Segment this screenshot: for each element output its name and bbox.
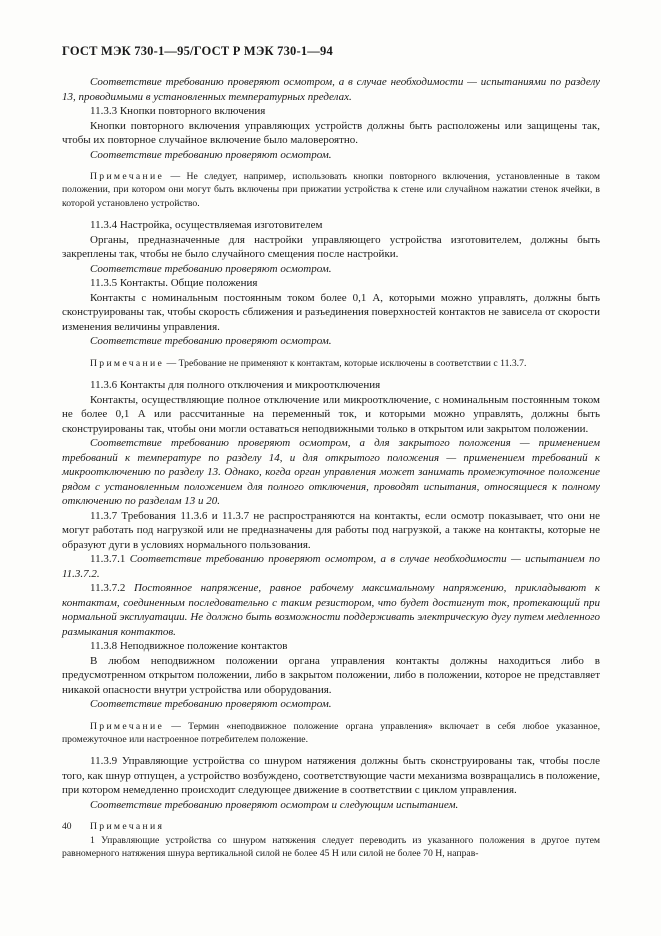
- section-heading: 11.3.6 Контакты для полного отключения и микроотключения: [90, 379, 381, 392]
- clause-number: 11.3.7.2: [90, 582, 134, 595]
- paragraph: Контакты с номинальным постоянным током более 0,1 А, которыми можно управлять, должны быть сконструированы так, чтобы скорость сближения и разъединения поверхностей контактов не зависела от скорости изменения величины управления.: [62, 291, 600, 333]
- note-label: Примечание: [90, 720, 165, 732]
- paragraph: [62, 581, 600, 639]
- note-text: — Термин «неподвижное положение органа управления» включает в себя любое указанное, промежуточное или настроенное потребителем положение.: [62, 720, 600, 746]
- note: 1 Управляющие устройства со шнуром натяжения следует переводить из указанного положения в другое путем равномерного натяжения шнура вертикальной силой не более 45 Н или силой не более 70 Н, направ-: [62, 834, 600, 860]
- section-heading: 11.3.5 Контакты. Общие положения: [90, 277, 258, 290]
- paragraph: Соответствие требованию проверяют осмотром.: [90, 335, 332, 348]
- paragraph: Соответствие требованию проверяют осмотром и следующим испытанием.: [90, 798, 459, 811]
- paragraph: В любом неподвижном положении органа управления контакты должны находиться либо в предусмотренном открытом положении, либо в закрытом положении, либо в положении, которое не представляет никакой опасности внутри устройства или оборудования.: [62, 654, 600, 696]
- paragraph: Соответствие требованию проверяют осмотром, а для закрытого положения — применением требований к температуре по разделу 14, и для открытого положения — применением требований к микроотключению по разделу 13. Однако, когда орган управления может занимать промежуточное положение рядом с установленным положением для полного отключения, проводят испытания, относящиеся к полному отключению по разделам 13 и 20.: [62, 437, 600, 508]
- document-page: [62, 44, 600, 861]
- paragraph: Кнопки повторного включения управляющих устройств должны быть расположены или защищены так, чтобы их повторное случайное включение было маловероятно.: [62, 119, 600, 146]
- paragraph: Соответствие требованию проверяют осмотром.: [90, 698, 332, 711]
- note: [62, 720, 600, 747]
- paragraph: Органы, предназначенные для настройки управляющего устройства изготовителем, должны быть закреплены так, чтобы не было случайного смещения после настройки.: [62, 233, 600, 261]
- note-label: Примечание: [90, 171, 165, 182]
- section-heading: 11.3.3 Кнопки повторного включения: [90, 105, 266, 117]
- clause-number: 11.3.7.1: [90, 553, 130, 566]
- paragraph: 11.3.7 Требования 11.3.6 и 11.3.7 не распространяются на контакты, если осмотр показывает, что они не могут работать под нагрузкой или не предназначены для работы под нагрузкой, а также на контакты, которые не образуют дуги в условиях нормального пользования.: [62, 509, 600, 551]
- note-text: — Требование не применяют к контактам, которые исключены в соответствии с 11.3.7.: [164, 357, 527, 369]
- note: [62, 170, 600, 210]
- paragraph: Соответствие требованию проверяют осмотром, а в случае необходимости — испытаниями по разделу 13, проводимыми в установленных температурных пределах.: [62, 76, 600, 103]
- notes-heading: Примечания: [90, 821, 165, 833]
- section-heading: 11.3.8 Неподвижное положение контактов: [90, 640, 288, 653]
- paragraph: 11.3.9 Управляющие устройства со шнуром натяжения должны быть сконструированы так, чтобы после того, как шнур отпущен, а устройство возбуждено, соответствующие части механизма возвращались в положение, при котором немедленно происходит следующее движение в соответствии с циклом управления.: [62, 755, 600, 797]
- document-header: ГОСТ МЭК 730-1—95/ГОСТ Р МЭК 730-1—94: [62, 44, 333, 58]
- note-text: — Не следует, например, использовать кнопки повторного включения, установленные в таком положении, при котором они могут быть включены при прижатии устройства к стене или случайном нажатии стенок ячейки, в которой установлено устройство.: [62, 171, 600, 209]
- note-label: Примечание: [90, 357, 165, 369]
- paragraph: Соответствие требованию проверяют осмотром.: [90, 262, 332, 275]
- clause-text: Соответствие требованию проверяют осмотром, а в случае необходимости — испытанием по 11.3.7.2.: [62, 553, 601, 580]
- paragraph: [62, 552, 600, 581]
- note: [62, 357, 600, 370]
- clause-text: Постоянное напряжение, равное рабочему максимальному напряжению, прикладывают к контактам, соединенным последовательно с таким резистором, что будет достигнут ток, протекающий при нормальной эксплуатации. Не должно быть возможности поддерживать электрическую дугу путем медленного размыкания контактов.: [62, 582, 600, 638]
- section-heading: 11.3.4 Настройка, осуществляемая изготовителем: [90, 219, 323, 232]
- page-number: 40: [62, 822, 72, 832]
- paragraph: Соответствие требованию проверяют осмотром.: [90, 148, 332, 161]
- paragraph: Контакты, осуществляющие полное отключение или микроотключение, с номинальным постоянным током не более 0,1 А или рассчитанные на переменный ток, и которыми можно управлять, должны быть сконструированы так, чтобы они могли оставаться неподвижными только в открытом или закрытом положении.: [62, 393, 600, 435]
